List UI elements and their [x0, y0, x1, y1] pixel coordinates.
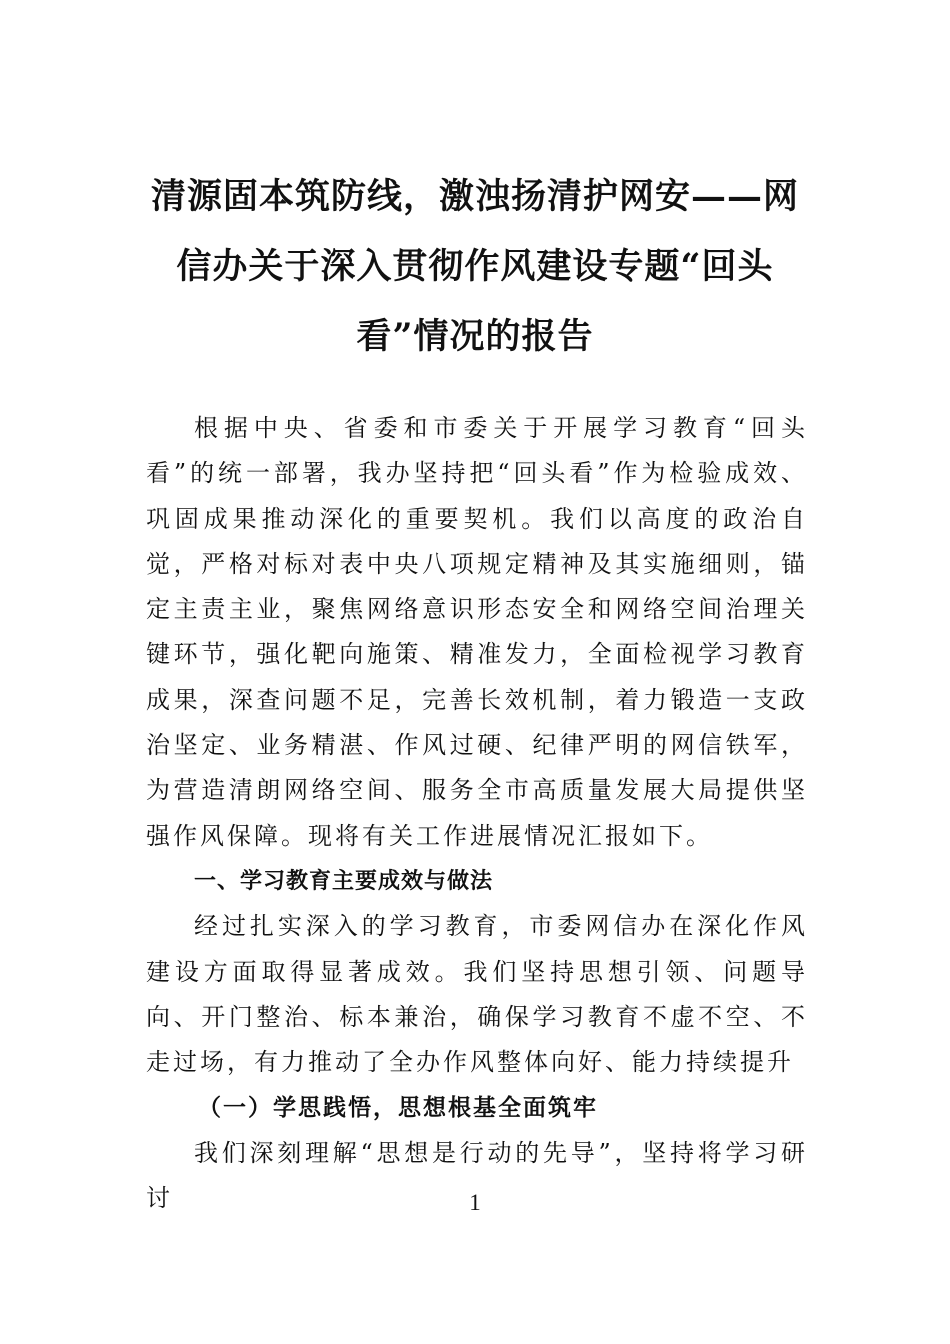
section-heading-1: 一、学习教育主要成效与做法: [194, 868, 494, 894]
intro-paragraph: 根据中央、省委和市委关于开展学习教育“回头看”的统一部署，我办坚持把“回头看”作为检验成效、巩固成果推动深化的重要契机。我们以高度的政治自觉，严格对标对表中央八项规定精神及其实施细则，锚定主责主业，聚焦网络意识形态安全和网络空间治理关键环节，强化靶向施策、精准发力，全面检视学习教育成果，深查问题不足，完善长效机制，着力锻造一支政治坚定、业务精湛、作风过硬、纪律严明的网信铁军，为营造清朗网络空间、服务全市高质量发展大局提供坚强作风保障。现将有关工作进展情况汇报如下。: [146, 414, 808, 850]
subsection-heading-1: （一）学思践悟，思想根基全面筑牢: [198, 1094, 598, 1122]
subsection-1-paragraph: 我们深刻理解“思想是行动的先导”，坚持将学习研讨: [146, 1138, 808, 1213]
section-1-paragraph: 经过扎实深入的学习教育，市委网信办在深化作风建设方面取得显著成效。我们坚持思想引领、问题导向、开门整治、标本兼治，确保学习教育不虚不空、不走过场，有力推动了全办作风整体向好、能力持续提升: [146, 912, 808, 1077]
page-number: 1: [469, 1190, 481, 1215]
document-body: [146, 406, 808, 1221]
document-title: 清源固本筑防线，激浊扬清护网安——网信办关于深入贯彻作风建设专题“回头看”情况的报告: [150, 176, 799, 357]
